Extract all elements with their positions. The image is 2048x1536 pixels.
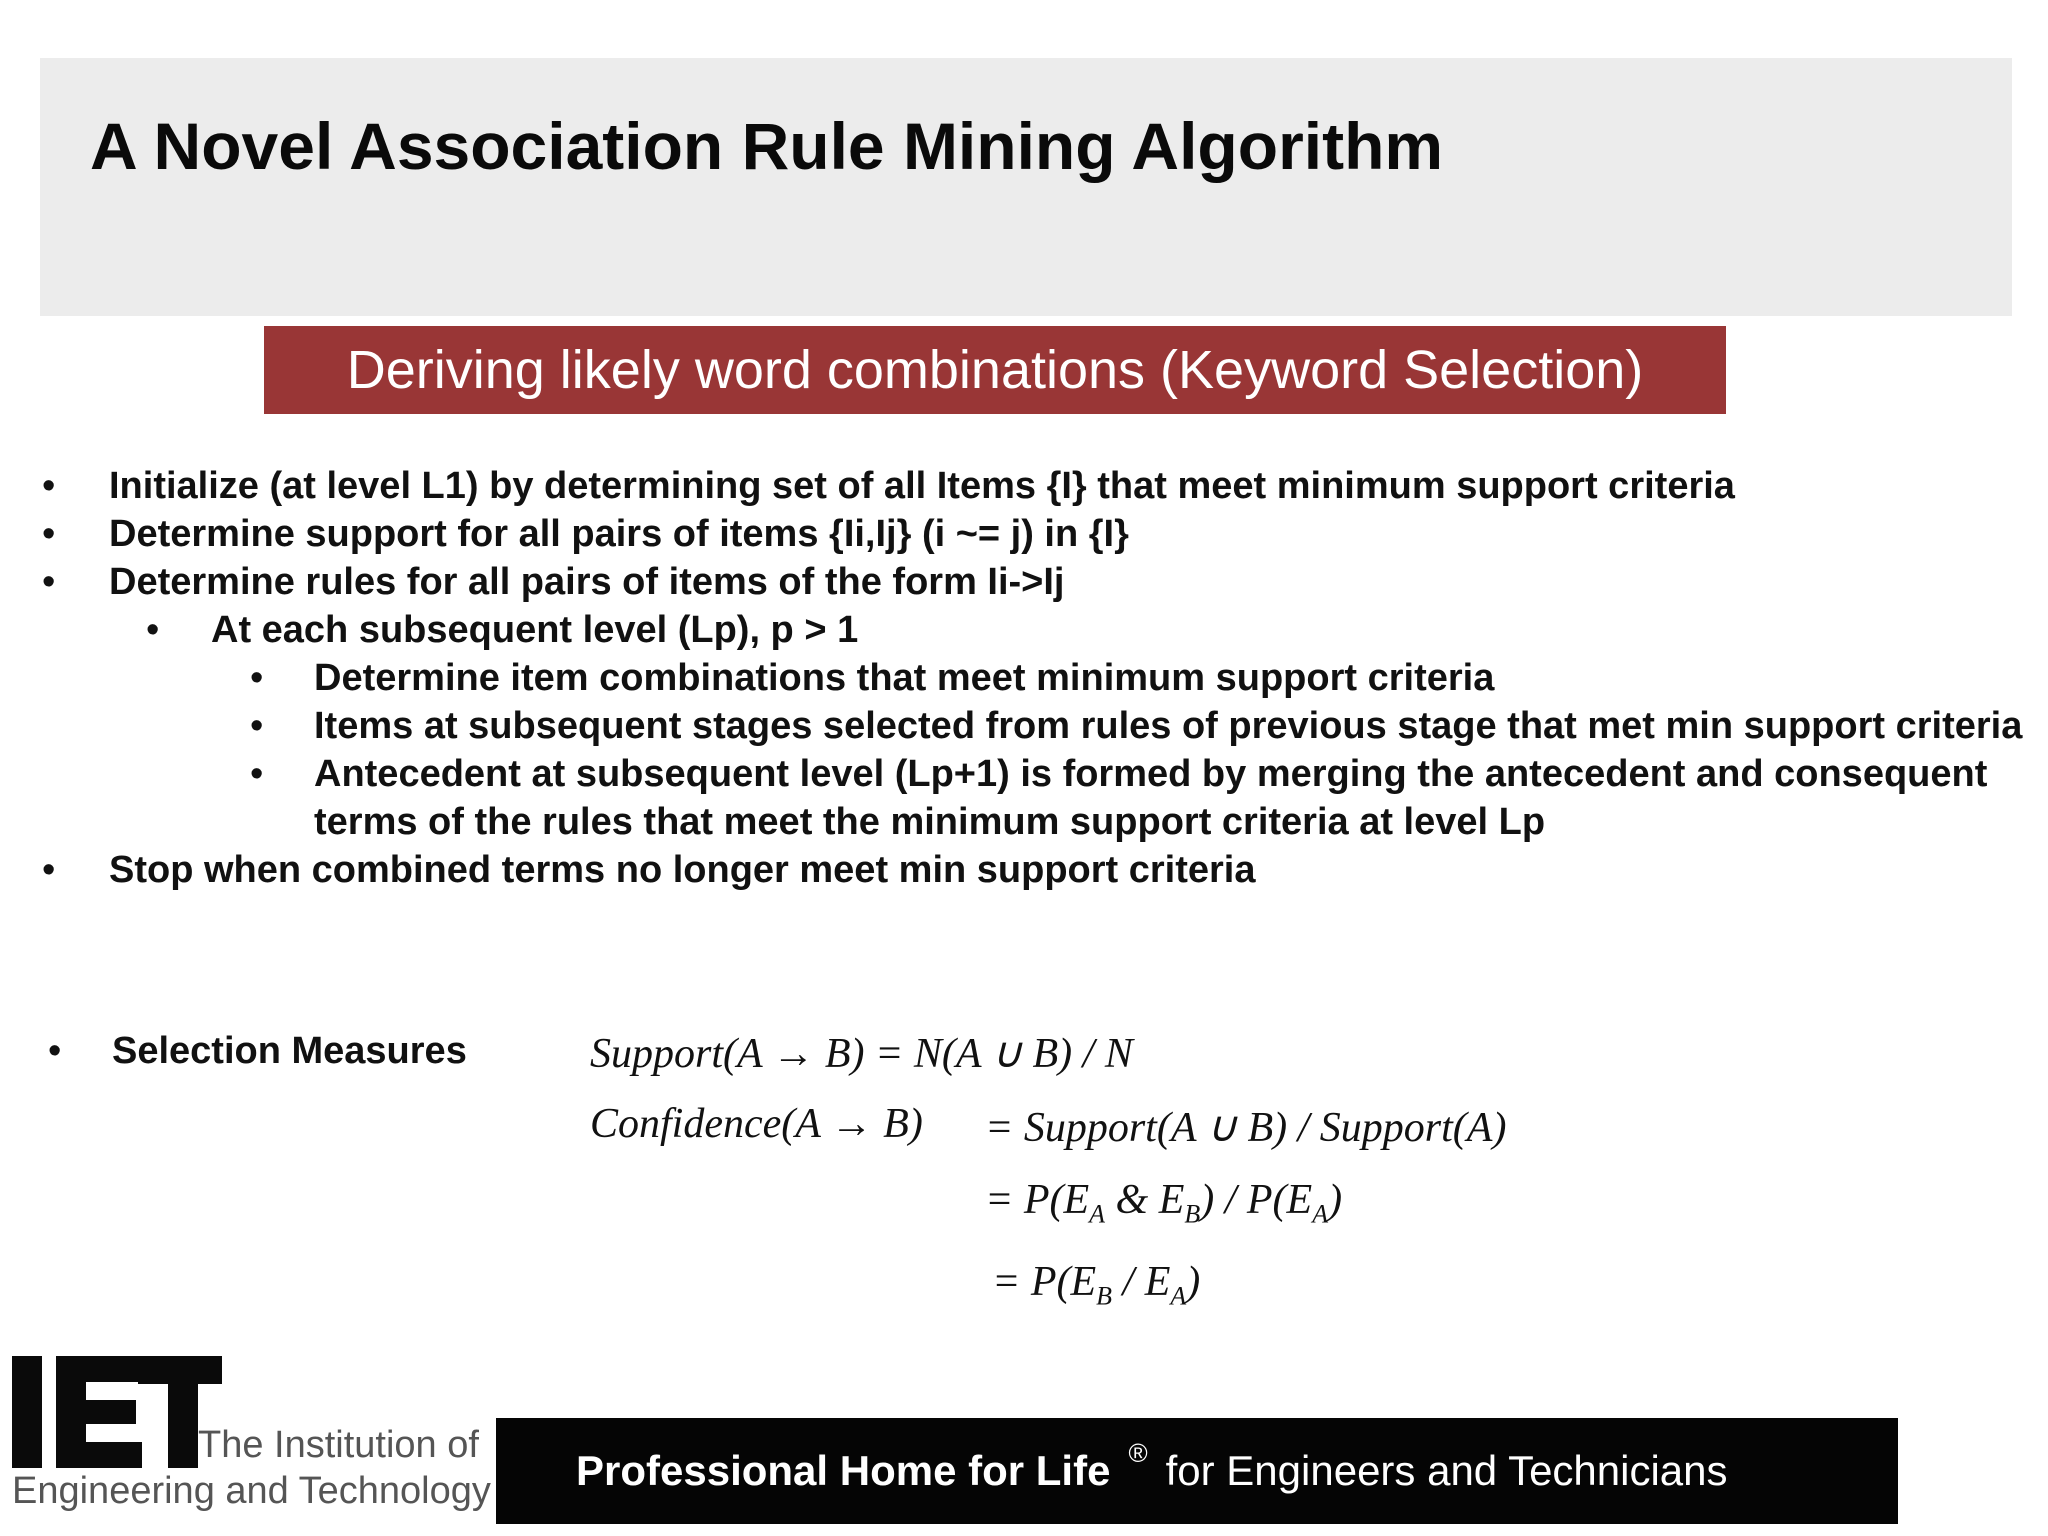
bullet-dot: •: [250, 753, 264, 795]
title-band: [40, 58, 2012, 316]
formula-part: = P(E: [985, 1177, 1090, 1223]
subscript-a: A: [1089, 1199, 1106, 1229]
measures-bullet: •: [48, 1030, 62, 1072]
bullet-text: Initialize (at level L1) by determining set of all Items {I} that meet minimum support criteria: [109, 465, 1735, 507]
section-banner-text: Deriving likely word combinations (Keyword Selection): [346, 340, 1644, 400]
bullet-text: Antecedent at subsequent level (Lp+1) is formed by merging the antecedent and consequent terms of the rules that meet the minimum support criteria at level Lp: [314, 753, 1988, 843]
subscript-a: A: [1312, 1199, 1329, 1229]
footer-banner: [496, 1418, 1898, 1524]
iet-name-line-1: The Institution of: [198, 1424, 479, 1466]
bullet-item: [0, 462, 2048, 510]
iet-name-line-2: Engineering and Technology: [12, 1470, 491, 1512]
confidence-formula-rhs-1: = Support(A ∪ B) / Support(A): [985, 1105, 1507, 1151]
bullet-item: [0, 558, 2048, 606]
confidence-formula-rhs-3: [992, 1258, 1200, 1311]
bullet-dot: •: [250, 657, 264, 699]
bullet-item: [0, 846, 2048, 894]
bullet-dot: •: [42, 849, 56, 891]
confidence-formula-lhs: Confidence(A → B): [590, 1101, 923, 1147]
bullet-text: Determine rules for all pairs of items of the form Ii->Ij: [109, 561, 1065, 603]
bullet-dot: •: [250, 705, 264, 747]
bullet-text: Items at subsequent stages selected from rules of previous stage that met min support criteria: [314, 705, 2023, 747]
footer-tagline-rest: for Engineers and Technicians: [1165, 1447, 1728, 1494]
bullet-item: [0, 510, 2048, 558]
subscript-b: B: [1096, 1281, 1113, 1311]
bullet-item: [0, 606, 2048, 654]
registered-mark: ®: [1128, 1437, 1148, 1468]
formula-part: ): [1328, 1177, 1343, 1223]
bullet-item: [0, 750, 2048, 846]
bullet-dot: •: [146, 609, 160, 651]
bullet-text: Determine support for all pairs of items {Ii,Ij} (i ~= j) in {I}: [109, 513, 1129, 555]
formula-part: = P(E: [992, 1259, 1097, 1305]
confidence-formula-rhs-2: [985, 1176, 1342, 1229]
bullet-text: Determine item combinations that meet minimum support criteria: [314, 657, 1495, 699]
formula-part: & E: [1105, 1177, 1185, 1223]
formula-part: ): [1186, 1259, 1201, 1305]
subscript-a: A: [1170, 1281, 1187, 1311]
bullet-text: Stop when combined terms no longer meet min support criteria: [109, 849, 1256, 891]
bullet-item: [0, 702, 2048, 750]
selection-measures-label: Selection Measures: [112, 1030, 467, 1072]
bullet-text: At each subsequent level (Lp), p > 1: [211, 609, 859, 651]
footer-tagline-strong: Professional Home for Life: [576, 1447, 1111, 1494]
formula-part: ) / P(E: [1200, 1177, 1313, 1223]
bullet-dot: •: [42, 465, 56, 507]
support-formula: Support(A → B) = N(A ∪ B) / N: [590, 1031, 1133, 1077]
section-banner: [264, 326, 1726, 414]
slide-title: A Novel Association Rule Mining Algorithm: [90, 109, 1444, 183]
formula-part: / E: [1112, 1259, 1171, 1305]
bullet-list: [0, 462, 2048, 894]
bullet-item: [0, 654, 2048, 702]
bullet-dot: •: [42, 513, 56, 555]
subscript-b: B: [1184, 1199, 1201, 1229]
bullet-dot: •: [42, 561, 56, 603]
